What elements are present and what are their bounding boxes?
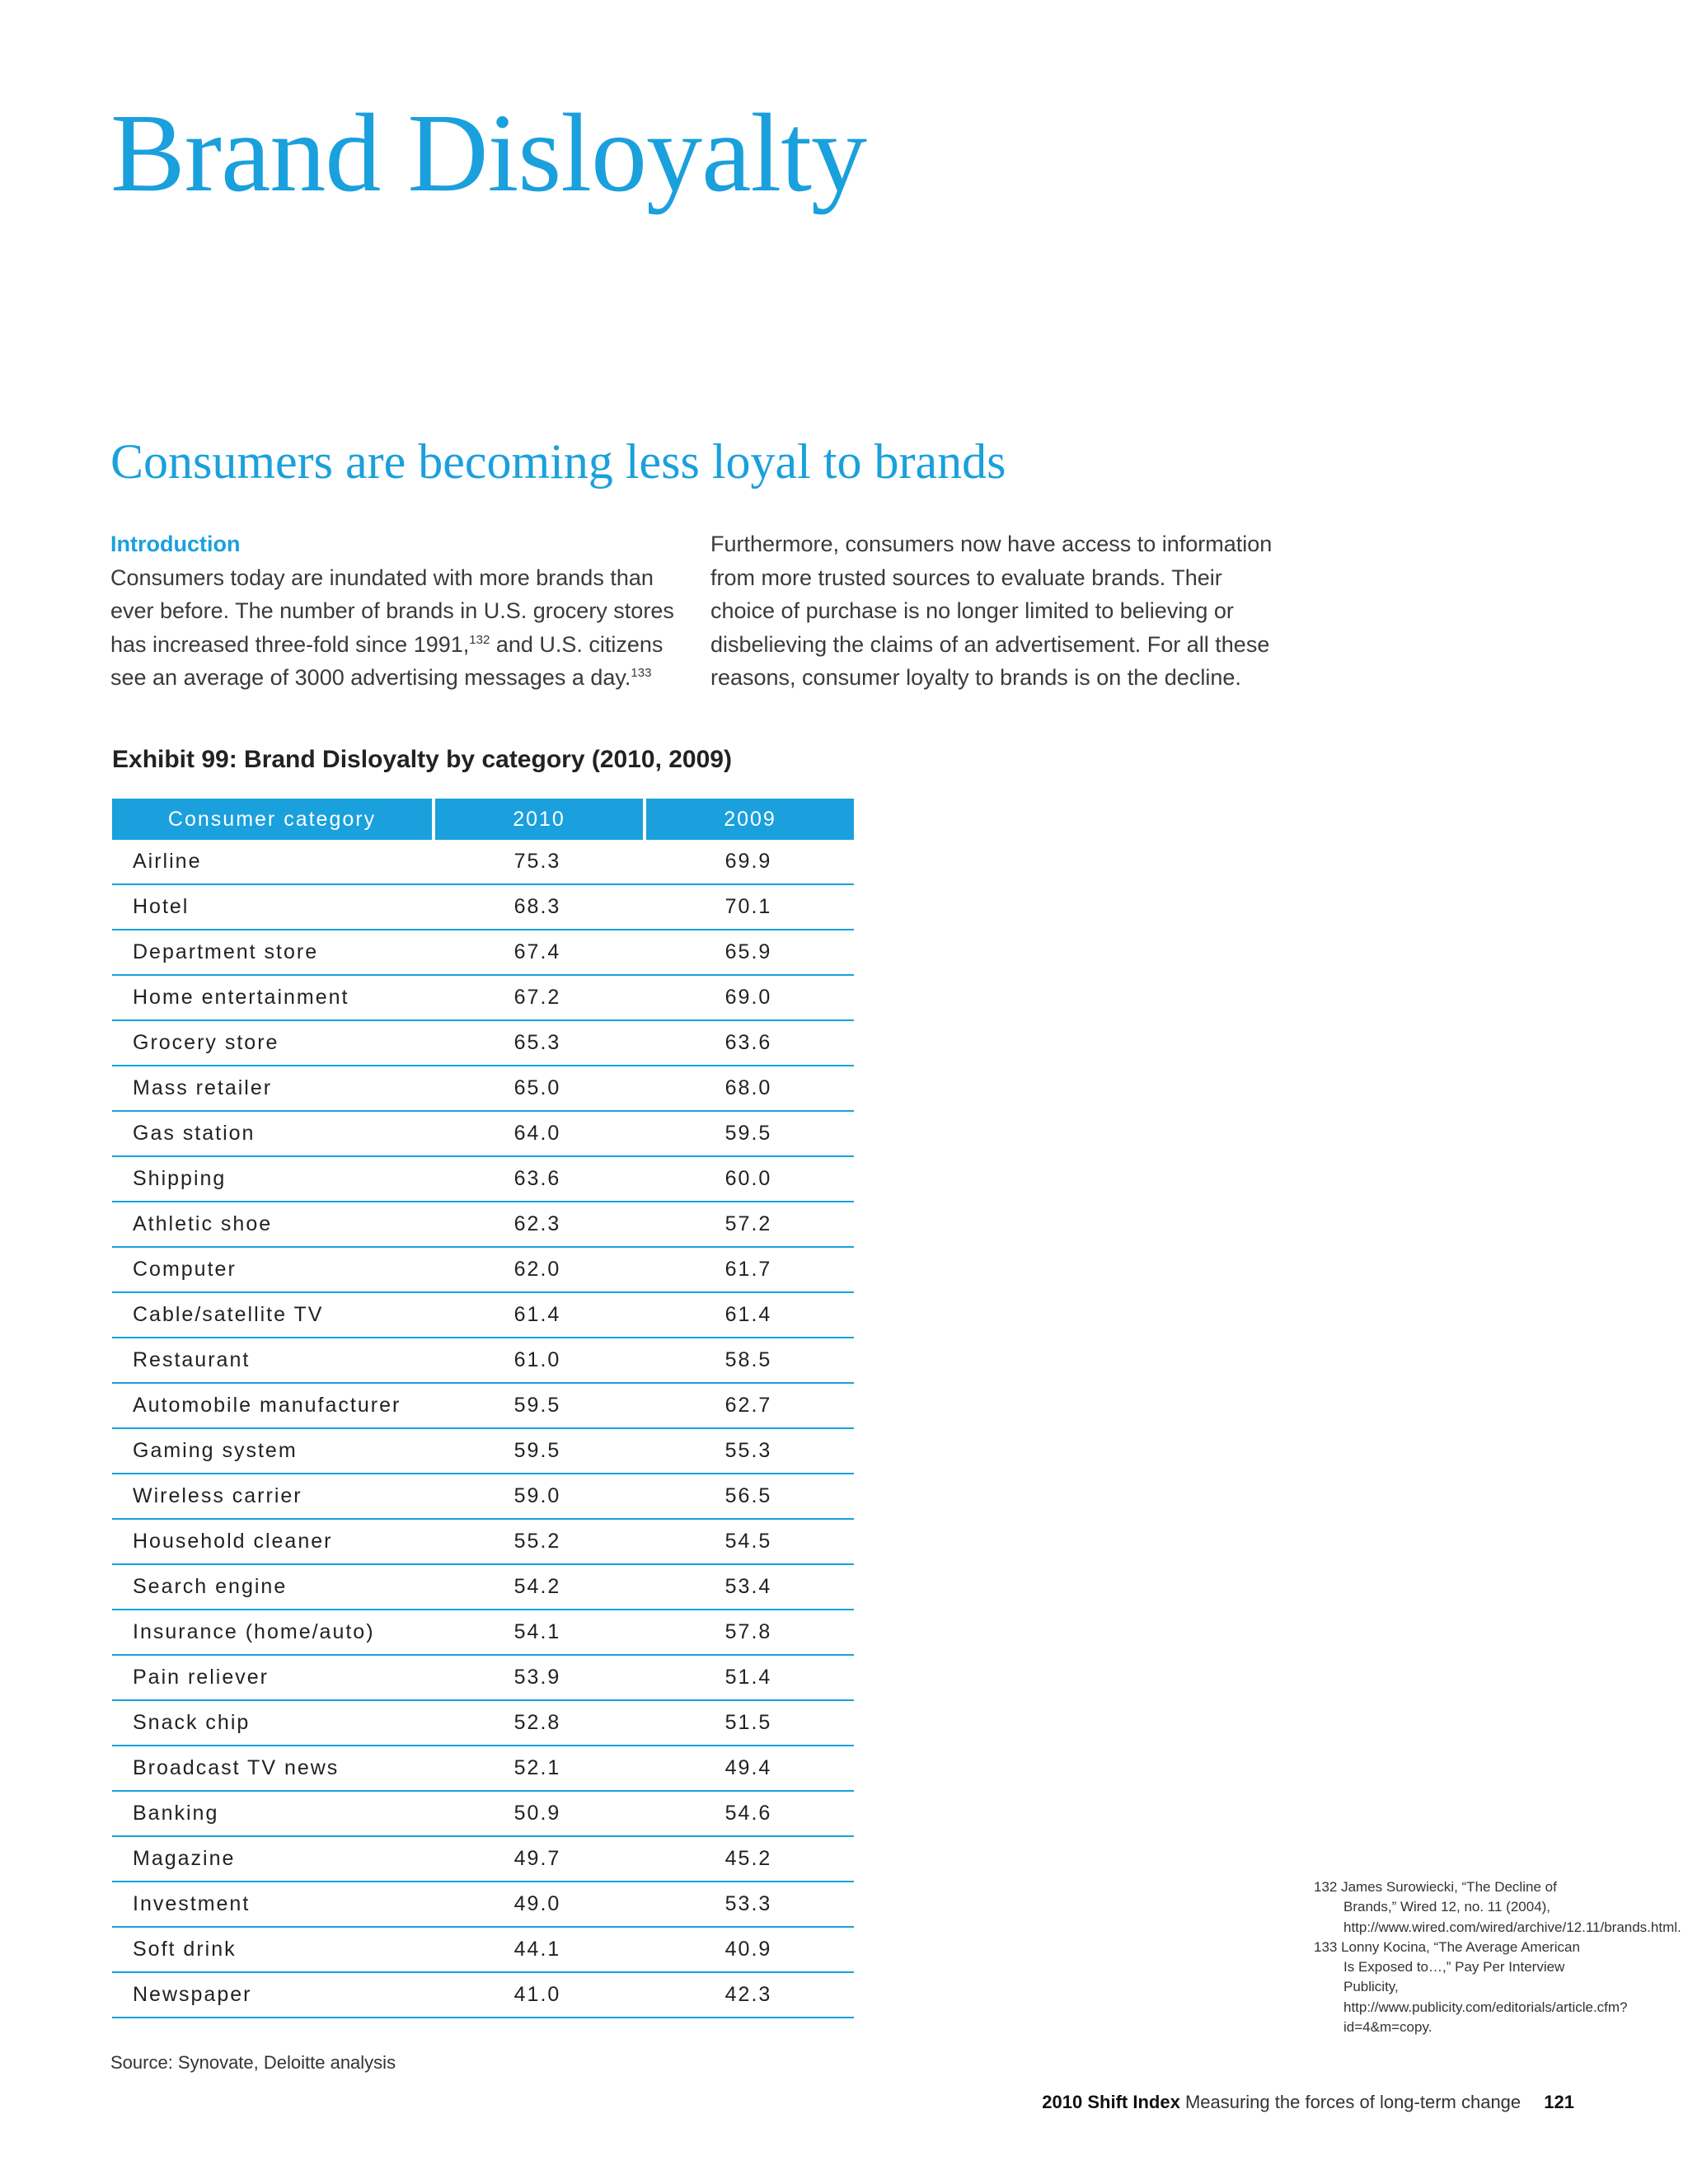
- table-row: [112, 1746, 854, 1792]
- value-2010-cell: 52.8: [513, 1711, 561, 1734]
- table-row: [112, 1837, 854, 1882]
- category-cell: Computer: [133, 1258, 237, 1281]
- category-cell: Home entertainment: [133, 986, 349, 1009]
- table-row: [112, 1157, 854, 1202]
- table-row: [112, 1565, 854, 1610]
- category-cell: Household cleaner: [133, 1530, 333, 1553]
- header-2009: 2009: [646, 799, 854, 840]
- table-row: [112, 1882, 854, 1928]
- table-row: [112, 1928, 854, 1973]
- value-2009-cell: 45.2: [724, 1847, 772, 1870]
- value-2009-cell: 62.7: [724, 1394, 772, 1417]
- value-2010-cell: 59.5: [513, 1394, 561, 1417]
- category-cell: Mass retailer: [133, 1076, 273, 1099]
- value-2009-cell: 53.4: [724, 1575, 772, 1598]
- value-2010-cell: 62.3: [513, 1212, 561, 1235]
- category-cell: Shipping: [133, 1167, 227, 1190]
- category-cell: Investment: [133, 1892, 251, 1915]
- table-row: [112, 885, 854, 930]
- footnote-132: 132 James Surowiecki, “The Decline of Brands,” Wired 12, no. 11 (2004), http://www.wired.com/wired/archive/12.11/brands.html.: [1314, 1879, 1681, 1935]
- value-2009-cell: 49.4: [724, 1756, 772, 1779]
- category-cell: Banking: [133, 1802, 219, 1825]
- table-header: [112, 799, 854, 840]
- value-2010-cell: 67.2: [513, 986, 561, 1009]
- category-cell: Automobile manufacturer: [133, 1394, 401, 1417]
- category-cell: Search engine: [133, 1575, 288, 1598]
- category-cell: Cable/satellite TV: [133, 1303, 324, 1326]
- table-row: [112, 1021, 854, 1066]
- table-row: [112, 1338, 854, 1384]
- value-2009-cell: 63.6: [724, 1031, 772, 1054]
- value-2010-cell: 53.9: [513, 1666, 561, 1689]
- table-row: [112, 1701, 854, 1746]
- footer-tagline: Measuring the forces of long-term change: [1184, 2092, 1522, 2112]
- category-cell: Athletic shoe: [133, 1212, 273, 1235]
- category-cell: Wireless carrier: [133, 1484, 302, 1507]
- value-2010-cell: 65.0: [513, 1076, 561, 1099]
- value-2009-cell: 54.6: [724, 1802, 772, 1825]
- value-2010-cell: 67.4: [513, 940, 561, 963]
- value-2009-cell: 53.3: [724, 1892, 772, 1915]
- table-row: [112, 1520, 854, 1565]
- disloyalty-table: [112, 799, 854, 2018]
- value-2010-cell: 59.5: [513, 1439, 561, 1462]
- value-2010-cell: 41.0: [513, 1983, 561, 2006]
- intro-text-part1: Consumers today are inundated with more brands than ever before. The number of brands in U.S. grocery stores has increased three-fold since 1991,: [110, 565, 674, 657]
- value-2009-cell: 58.5: [724, 1348, 772, 1371]
- value-2010-cell: 75.3: [513, 850, 561, 873]
- page-number: 121: [1544, 2092, 1574, 2112]
- value-2009-cell: 60.0: [724, 1167, 772, 1190]
- category-cell: Snack chip: [133, 1711, 251, 1734]
- value-2010-cell: 68.3: [513, 895, 561, 918]
- footnote-ref-133: 133: [631, 666, 652, 680]
- category-cell: Pain reliever: [133, 1666, 269, 1689]
- table-row: [112, 1248, 854, 1293]
- table-row: [112, 1656, 854, 1701]
- value-2010-cell: 52.1: [513, 1756, 561, 1779]
- header-category: Consumer category: [112, 799, 432, 840]
- value-2009-cell: 51.4: [724, 1666, 772, 1689]
- table-row: [112, 1474, 854, 1520]
- exhibit-title: Exhibit 99: Brand Disloyalty by category (2010, 2009): [112, 746, 732, 773]
- value-2009-cell: 65.9: [724, 940, 772, 963]
- table-row: [112, 976, 854, 1021]
- table-row: [112, 1384, 854, 1429]
- category-cell: Soft drink: [133, 1938, 237, 1961]
- value-2010-cell: 49.7: [513, 1847, 561, 1870]
- value-2009-cell: 61.7: [724, 1258, 772, 1281]
- category-cell: Grocery store: [133, 1031, 279, 1054]
- category-cell: Insurance (home/auto): [133, 1620, 375, 1643]
- footer-brand: 2010 Shift Index: [1042, 2092, 1180, 2112]
- header-2010: 2010: [435, 799, 643, 840]
- category-cell: Magazine: [133, 1847, 236, 1870]
- value-2010-cell: 54.2: [513, 1575, 561, 1598]
- category-cell: Newspaper: [133, 1983, 252, 2006]
- page-title: Brand Disloyalty: [110, 91, 867, 215]
- value-2010-cell: 62.0: [513, 1258, 561, 1281]
- value-2009-cell: 61.4: [724, 1303, 772, 1326]
- value-2010-cell: 49.0: [513, 1892, 561, 1915]
- category-cell: Restaurant: [133, 1348, 251, 1371]
- value-2009-cell: 57.8: [724, 1620, 772, 1643]
- category-cell: Gas station: [133, 1122, 256, 1145]
- category-cell: Department store: [133, 940, 319, 963]
- category-cell: Gaming system: [133, 1439, 298, 1462]
- value-2009-cell: 51.5: [724, 1711, 772, 1734]
- value-2010-cell: 63.6: [513, 1167, 561, 1190]
- value-2010-cell: 59.0: [513, 1484, 561, 1507]
- value-2009-cell: 42.3: [724, 1983, 772, 2006]
- intro-right-column: Furthermore, consumers now have access to information from more trusted sources to evaluate brands. Their choice of purchase is no longer limited to believing or disbelieving the claims of an advertisement. For all these reasons, consumer loyalty to brands is on the decline.: [710, 532, 1273, 690]
- page-subtitle: Consumers are becoming less loyal to brands: [110, 434, 1006, 489]
- table-row: [112, 1112, 854, 1157]
- table-row: [112, 1610, 854, 1656]
- table-row: [112, 1066, 854, 1112]
- source-note: Source: Synovate, Deloitte analysis: [110, 2052, 396, 2073]
- value-2010-cell: 65.3: [513, 1031, 561, 1054]
- category-cell: Broadcast TV news: [133, 1756, 340, 1779]
- value-2009-cell: 69.0: [724, 986, 772, 1009]
- value-2009-cell: 57.2: [724, 1212, 772, 1235]
- value-2009-cell: 54.5: [724, 1530, 772, 1553]
- value-2010-cell: 64.0: [513, 1122, 561, 1145]
- value-2009-cell: 59.5: [724, 1122, 772, 1145]
- intro-text-part2: and U.S. citizens see an average of 3000 advertising messages a day.: [110, 631, 663, 690]
- table-row: [112, 1973, 854, 2018]
- value-2010-cell: 55.2: [513, 1530, 561, 1553]
- value-2009-cell: 55.3: [724, 1439, 772, 1462]
- value-2009-cell: 68.0: [724, 1076, 772, 1099]
- value-2009-cell: 56.5: [724, 1484, 772, 1507]
- table-row: [112, 1429, 854, 1474]
- footnote-ref-132: 132: [469, 632, 490, 647]
- intro-left-column: [110, 527, 679, 695]
- value-2010-cell: 54.1: [513, 1620, 561, 1643]
- table-row: [112, 1293, 854, 1338]
- value-2010-cell: 61.0: [513, 1348, 561, 1371]
- category-cell: Airline: [133, 850, 202, 873]
- value-2009-cell: 40.9: [724, 1938, 772, 1961]
- table-row: [112, 840, 854, 885]
- value-2010-cell: 61.4: [513, 1303, 561, 1326]
- footnotes: [1314, 1877, 1681, 2037]
- intro-heading: Introduction: [110, 532, 241, 556]
- table-row: [112, 930, 854, 976]
- value-2010-cell: 44.1: [513, 1938, 561, 1961]
- value-2009-cell: 69.9: [724, 850, 772, 873]
- table-body: [112, 840, 854, 2018]
- table-row: [112, 1202, 854, 1248]
- value-2009-cell: 70.1: [724, 895, 772, 918]
- page-footer: [1042, 2092, 1574, 2113]
- category-cell: Hotel: [133, 895, 190, 918]
- footnote-133: 133 Lonny Kocina, “The Average American Is Exposed to…,” Pay Per Interview Publicity, http://www.publicity.com/editorials/article.cfm?id=4&m=copy.: [1314, 1938, 1628, 2036]
- value-2010-cell: 50.9: [513, 1802, 561, 1825]
- table-row: [112, 1792, 854, 1837]
